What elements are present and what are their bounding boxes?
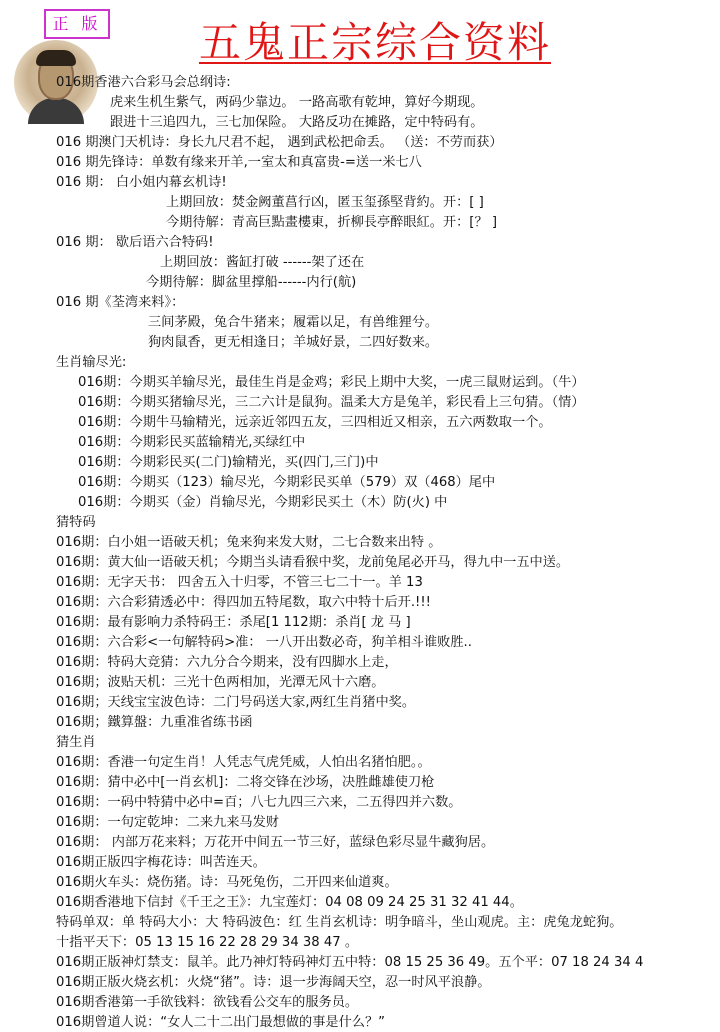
text-line: 今期待解：青高巨點畫樓東，折柳長亭醉眼紅。开：[？ ]: [166, 215, 497, 230]
text-line: 上期回放：焚金阙董菖行凶，匿玉玺孫堅背約。开：[ ]: [166, 195, 484, 210]
text-line: 016期：最有影响力杀特码王：杀尾[1 112期：杀肖[ 龙 马 ]: [56, 615, 411, 630]
text-line: 特码单双：单 特码大小：大 特码波色：红 生肖玄机诗：明争暗斗，坐山观虎。主：虎兔龙蛇狗。: [56, 915, 623, 930]
text-line: 016期火车头：烧伤猪。诗：马死兔伤，二开四来仙道爽。: [56, 875, 398, 890]
text-line: 016期香港第一手欲钱料：欲钱看公交车的服务员。: [56, 995, 359, 1010]
text-line: 016期曾道人说：“女人二十二出门最想做的事是什么？”: [56, 1015, 385, 1030]
genuine-badge: 正 版: [44, 9, 110, 39]
text-line: 016期：一码中特猜中必中=百；八七九四三六来，二五得四并六数。: [56, 795, 462, 810]
text-line: 016 期澳门天机诗：身长九尺君不起， 遇到武松把命丢。 （送：不劳而获）: [56, 135, 503, 150]
text-line: 016期：今期买羊输尽光，最佳生肖是金鸡；彩民上期中大奖，一虎三鼠财运到。（牛）: [78, 375, 585, 390]
text-line: 猜生肖: [56, 735, 96, 750]
text-line: 016期：白小姐一语破天机；兔来狗来发大财，二七合数来出特 。: [56, 535, 442, 550]
text-line: 016期：黄大仙一语破天机；今期当头请看猴中奖，龙前兔尾必开马，得九中一五中送。: [56, 555, 570, 570]
text-line: 016期：今期彩民买蓝输精光,买绿红中: [78, 435, 306, 450]
text-line: 016期：香港一句定生肖！人凭志气虎凭威，人怕出名猪怕肥。。: [56, 755, 431, 770]
text-line: 016期：六合彩<一句解特码>准： 一八开出数必奇，狗羊相斗谁败胜..: [56, 635, 472, 650]
text-line: 016期：今期彩民买(二门)输精光，买(四门,三门)中: [78, 455, 379, 470]
text-line: 016期香港地下信封《千王之王》：九宝莲灯：04 08 09 24 25 31 32 41 44。: [56, 895, 523, 910]
text-line: 016期；鐵算盤：九重准省练书函: [56, 715, 253, 730]
text-line: 016期：六合彩猜透必中：得四加五特尾数，取六中特十后开.!!!: [56, 595, 431, 610]
text-line: 016期正版神灯禁支：鼠羊。此乃神灯特码神灯五中特：08 15 25 36 49。五个平：07 18 24 34 4: [56, 955, 644, 970]
text-line: 十指平天下：05 13 15 16 22 28 29 34 38 47 。: [56, 935, 359, 950]
text-line: 今期待解：脚盆里撑船------内行(航): [146, 275, 357, 290]
text-line: 三间茅殿，兔合牛猪来；履霜以足，有兽维狸兮。: [148, 315, 439, 330]
text-line: 016期：今期牛马输精光，远亲近邻四五友，三四相近又相亲，五六两数取一个。: [78, 415, 552, 430]
text-line: 上期回放：酱缸打破 ------架了还在: [160, 255, 365, 270]
text-line: 016期；天线宝宝波色诗：二门号码送大家,两红生肖猪中奖。: [56, 695, 416, 710]
text-line: 016 期《荃湾来料》：: [56, 295, 185, 310]
text-line: 016期： 内部万花来料；万花开中间五一节三好，蓝绿色彩尽显牛藏狗居。: [56, 835, 495, 850]
portrait-hair: [36, 50, 76, 66]
text-line: 生肖输尽光:: [56, 355, 127, 370]
text-line: 016期；波贴天机：三光十色两相加，光潭无风十六磨。: [56, 675, 385, 690]
portrait-body: [28, 98, 84, 124]
text-line: 016期正版火烧玄机：火烧“猪”。诗：退一步海阔天空，忍一时风平浪静。: [56, 975, 491, 990]
text-line: 虎来生机生紫气，两码少靠边。 一路高歌有乾坤，算好今期现。: [110, 95, 484, 110]
text-line: 016 期先锋诗：单数有缘来开羊,一室太和真富贵-=送一米七八: [56, 155, 422, 170]
text-line: 猜特码: [56, 515, 96, 530]
text-line: 016期香港六合彩马会总纲诗:: [56, 75, 231, 90]
text-line: 016 期： 歇后语六合特码!: [56, 235, 214, 250]
text-line: 跟进十三追四九，三七加保险。 大路反功在摊路，定中特码有。: [110, 115, 484, 130]
text-line: 狗肉鼠香，更无相逢日；羊城好景，二四好数来。: [148, 335, 439, 350]
text-line: 016期：猜中必中[一肖玄机]：二将交锋在沙场，决胜雌雄使刀枪: [56, 775, 435, 790]
text-line: 016 期： 白小姐内幕玄机诗!: [56, 175, 227, 190]
text-line: 016期：一句定乾坤：二来九来马发财: [56, 815, 279, 830]
page-title: 五鬼正宗综合资料: [198, 18, 551, 67]
text-line: 016期：今期买猪输尽光，三二六计是鼠狗。温柔大方是兔羊，彩民看上三句猜。（情）: [78, 395, 585, 410]
text-line: 016期：特码大竞猜：六九分合今期来，没有四脚水上走，: [56, 655, 398, 670]
text-line: 016期：无字天书： 四舍五入十归零，不管三七二十一。羊 13: [56, 575, 423, 590]
text-line: 016期：今期买（123）输尽光，今期彩民买单（579）双（468）尾中: [78, 475, 496, 490]
text-line: 016期：今期买（金）肖输尽光，今期彩民买土（木）防(火) 中: [78, 495, 448, 510]
text-line: 016期正版四字梅花诗：叫苦连天。: [56, 855, 266, 870]
